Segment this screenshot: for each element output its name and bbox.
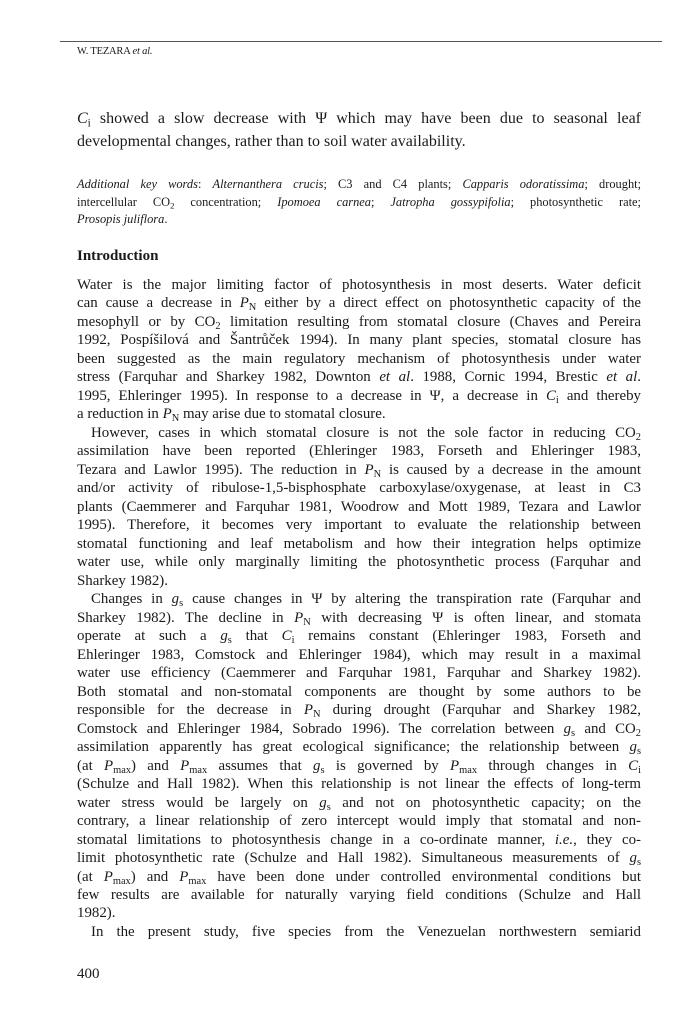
- text-line: [77, 313, 641, 331]
- text-segment: remains constant (Ehleringer 1983, Forseth and: [294, 628, 642, 645]
- text-segment: is governed by: [324, 757, 451, 774]
- text-segment: g: [319, 794, 327, 811]
- text-line: [77, 738, 641, 756]
- text-line: [77, 775, 641, 793]
- text-line: [77, 461, 641, 479]
- text-segment: and not on photosynthetic capacity; on the: [330, 794, 641, 811]
- text-segment: stress (Farquhar and Sharkey 1982, Downton: [77, 369, 380, 386]
- text-segment: assumes that: [207, 757, 314, 774]
- subscript: s: [326, 801, 331, 813]
- text-line: [77, 572, 641, 590]
- subscript: s: [179, 598, 184, 610]
- text-line: [77, 176, 641, 194]
- text-line: [77, 194, 641, 212]
- text-segment: stomatal functioning and leaf metabolism and how their integration helps optimize: [77, 535, 641, 552]
- subscript: max: [189, 764, 208, 776]
- text-line: [77, 442, 641, 460]
- subscript: 2: [215, 321, 221, 333]
- text-line: [77, 664, 641, 682]
- text-line: [77, 590, 641, 608]
- text-segment: a reduction in: [77, 406, 163, 423]
- subscript: s: [571, 727, 576, 739]
- text-segment: C: [628, 757, 639, 774]
- text-line: [77, 498, 641, 516]
- text-line: [77, 646, 641, 664]
- text-segment: g: [313, 757, 321, 774]
- text-segment: water use, while only marginally limiting the photosynthetic process (Farquhar and: [77, 554, 641, 571]
- text-segment: g: [629, 739, 637, 756]
- text-segment: through changes in: [477, 757, 629, 774]
- subscript: i: [87, 117, 91, 130]
- text-segment: assimilation have been reported (Ehleringer 1983, Forseth and Ehleringer 1983,: [77, 443, 641, 460]
- text-segment: Comstock and Ehleringer 1984, Sobrado 1996). The correlation between: [77, 720, 564, 737]
- text-line: [77, 331, 641, 349]
- text-segment: Sharkey 1982). The decline in: [77, 609, 295, 626]
- text-segment: cause changes in Ψ by altering the transpiration rate (Farquhar and: [183, 591, 641, 608]
- text-segment: and CO: [575, 720, 636, 737]
- text-line: [77, 424, 641, 442]
- text-segment: (at: [77, 868, 104, 885]
- text-segment: Jatropha gossypifolia: [390, 194, 511, 209]
- text-segment: Additional key words: [77, 177, 198, 191]
- text-line: [77, 368, 641, 386]
- text-segment: et al: [379, 369, 411, 386]
- text-segment: ; photosynthetic rate;: [510, 194, 641, 209]
- subscript: i: [555, 395, 559, 407]
- text-segment: .: [164, 212, 168, 226]
- text-segment: and/or activity of ribulose-1,5-bisphosphate carboxylase/oxygenase, at least in C3: [77, 480, 641, 497]
- text-segment: g: [629, 850, 637, 867]
- text-line: [77, 627, 641, 645]
- text-segment: g: [220, 628, 228, 645]
- text-segment: and thereby: [558, 387, 641, 404]
- subscript: 2: [170, 200, 175, 211]
- text-line: [77, 720, 641, 738]
- text-segment: C: [77, 110, 88, 127]
- abstract-end: [77, 108, 641, 153]
- text-line: [77, 294, 641, 312]
- text-line: [77, 886, 641, 904]
- text-line: [77, 535, 641, 553]
- text-line: [77, 405, 641, 423]
- subscript: i: [291, 635, 295, 647]
- text-segment: that: [231, 628, 282, 645]
- text-segment: 1992, Pospíšilová and Šantrůček 1994). In many plant species, stomatal closure has: [77, 332, 641, 349]
- text-segment: However, cases in which stomatal closure is not the sole factor in reducing CO: [91, 424, 636, 441]
- text-line: [77, 757, 641, 775]
- text-segment: P: [364, 461, 374, 478]
- text-segment: P: [450, 757, 460, 774]
- subscript: i: [638, 764, 641, 776]
- text-segment: g: [171, 591, 180, 608]
- text-segment: ; drought;: [584, 177, 642, 191]
- text-segment: 1995, Ehleringer 1995). In response to a decrease in Ψ, a decrease in: [77, 387, 546, 404]
- subscript: 2: [635, 432, 641, 443]
- text-segment: C: [545, 387, 556, 404]
- text-line: [77, 553, 641, 571]
- text-segment: .: [637, 369, 641, 386]
- header-rule: [60, 41, 662, 42]
- text-line: [77, 276, 641, 294]
- text-segment: contrary, a linear relationship of zero intercept would imply that stomatal and non-: [77, 813, 641, 830]
- text-line: [77, 683, 641, 701]
- text-segment: Sharkey 1982).: [77, 572, 168, 589]
- text-segment: 1982).: [77, 905, 116, 922]
- text-segment: operate at such a: [77, 628, 221, 645]
- subscript: max: [112, 875, 131, 887]
- text-segment: P: [294, 609, 304, 626]
- text-segment: C: [281, 628, 292, 645]
- text-line: [77, 131, 641, 154]
- text-line: [77, 350, 641, 368]
- text-segment: during drought (Farquhar and Sharkey 1982,: [320, 702, 641, 719]
- text-segment: plants (Caemmerer and Farquhar 1981, Woodrow and Mott 1989, Tezara and Lawlor: [77, 498, 641, 515]
- text-segment: concentration;: [174, 194, 278, 209]
- subscript: N: [171, 413, 180, 425]
- subscript: s: [227, 635, 232, 647]
- text-segment: 1995). Therefore, it becomes very important to evaluate the relationship between: [77, 517, 641, 534]
- subscript: max: [188, 875, 207, 887]
- subscript: max: [459, 764, 478, 776]
- subscript: s: [636, 857, 641, 869]
- text-segment: In the present study, five species from the Venezuelan northwestern semiarid: [91, 923, 641, 940]
- subscript: N: [303, 616, 311, 628]
- text-segment: is caused by a decrease in the amount: [381, 461, 641, 478]
- text-segment: Capparis odoratissima: [462, 177, 585, 191]
- text-segment: can cause a decrease in: [77, 295, 240, 312]
- text-segment: have been done under controlled environmental conditions but: [206, 868, 642, 885]
- text-segment: Changes in: [91, 591, 172, 608]
- text-segment: with decreasing Ψ is often linear, and stomata: [310, 609, 641, 626]
- subscript: 2: [635, 727, 641, 739]
- text-segment: water use efficiency (Caemmerer and Farquhar 1981, Farquhar and Sharkey 1982).: [77, 665, 641, 682]
- text-line: [77, 923, 641, 941]
- text-segment: ) and: [130, 868, 180, 885]
- text-segment: (at: [77, 757, 105, 774]
- introduction-body: [77, 276, 641, 941]
- text-segment: ) and: [131, 757, 181, 774]
- text-segment: ; C3 and C4 plants;: [323, 177, 463, 191]
- text-line: [77, 211, 641, 229]
- text-segment: (Schulze and Hall 1982). When this relationship is not linear the effects of long-term: [77, 776, 641, 793]
- text-segment: P: [180, 757, 190, 774]
- section-heading-introduction: Introduction: [77, 248, 159, 264]
- running-header-etal: et al.: [132, 46, 153, 57]
- text-segment: either by a direct effect on photosynthetic capacity of the: [256, 295, 642, 312]
- text-segment: Water is the major limiting factor of photosynthesis in most deserts. Water deficit: [77, 277, 641, 293]
- text-segment: Tezara and Lawlor 1995). The reduction in: [77, 461, 365, 478]
- text-segment: g: [563, 720, 572, 737]
- text-line: [77, 609, 641, 627]
- running-header-author: W. TEZARA: [77, 46, 131, 57]
- text-segment: showed a slow decrease with Ψ which may have been due to seasonal leaf: [90, 110, 641, 127]
- subscript: N: [248, 302, 257, 314]
- page-number: 400: [77, 966, 100, 982]
- text-segment: been suggested as the main regulatory mechanism of photosynthesis under water: [77, 350, 641, 367]
- text-segment: P: [103, 868, 113, 885]
- text-segment: P: [162, 406, 172, 423]
- text-segment: few results are available for naturally varying field conditions (Schulze and Hall: [77, 886, 641, 903]
- text-segment: :: [197, 177, 213, 191]
- text-segment: Ehleringer 1983, Comstock and Ehleringer 1984), which may result in a maximal: [77, 646, 641, 663]
- text-line: [77, 831, 641, 849]
- text-line: [77, 794, 641, 812]
- text-segment: . 1988, Cornic 1994, Brestic: [410, 369, 607, 386]
- subscript: s: [636, 746, 641, 758]
- text-segment: water stress would be largely on: [77, 794, 320, 811]
- text-segment: , they co-: [573, 831, 641, 848]
- text-line: [77, 701, 641, 719]
- text-segment: Ipomoea carnea: [277, 194, 371, 209]
- text-line: [77, 516, 641, 534]
- subscript: N: [373, 468, 382, 480]
- text-line: [77, 812, 641, 830]
- subscript: s: [320, 764, 325, 776]
- text-segment: P: [239, 295, 249, 312]
- text-line: [77, 108, 641, 131]
- text-segment: assimilation apparently has great ecological significance; the relationship between: [77, 739, 630, 756]
- running-header: [77, 46, 152, 57]
- text-segment: developmental changes, rather than to soil water availability.: [77, 132, 466, 150]
- subscript: N: [312, 709, 321, 721]
- text-segment: limitation resulting from stomatal closure (Chaves and Pereira: [220, 313, 641, 330]
- text-segment: responsible for the decrease in: [77, 702, 304, 719]
- text-segment: P: [179, 868, 189, 885]
- text-line: [77, 387, 641, 405]
- text-segment: limit photosynthetic rate (Schulze and Hall 1982). Simultaneous measurements of: [77, 850, 630, 867]
- keywords: [77, 176, 641, 229]
- text-line: [77, 849, 641, 867]
- text-segment: stomatal limitations to photosynthesis change in a co-ordinate manner,: [77, 831, 555, 848]
- text-segment: P: [303, 702, 313, 719]
- text-segment: Prosopis juliflora: [77, 212, 165, 226]
- text-segment: may arise due to stomatal closure.: [179, 406, 386, 423]
- text-line: [77, 904, 641, 922]
- text-segment: ;: [370, 194, 391, 209]
- subscript: max: [113, 764, 132, 776]
- text-segment: mesophyll or by CO: [77, 313, 216, 330]
- text-segment: i.e.: [554, 831, 574, 848]
- text-segment: Alternanthera crucis: [212, 177, 324, 191]
- text-segment: P: [104, 757, 114, 774]
- text-segment: et al: [606, 369, 638, 386]
- text-segment: Both stomatal and non-stomatal components are thought by some authors to be: [77, 683, 641, 700]
- text-line: [77, 868, 641, 886]
- text-line: [77, 479, 641, 497]
- text-segment: intercellular CO: [77, 194, 171, 209]
